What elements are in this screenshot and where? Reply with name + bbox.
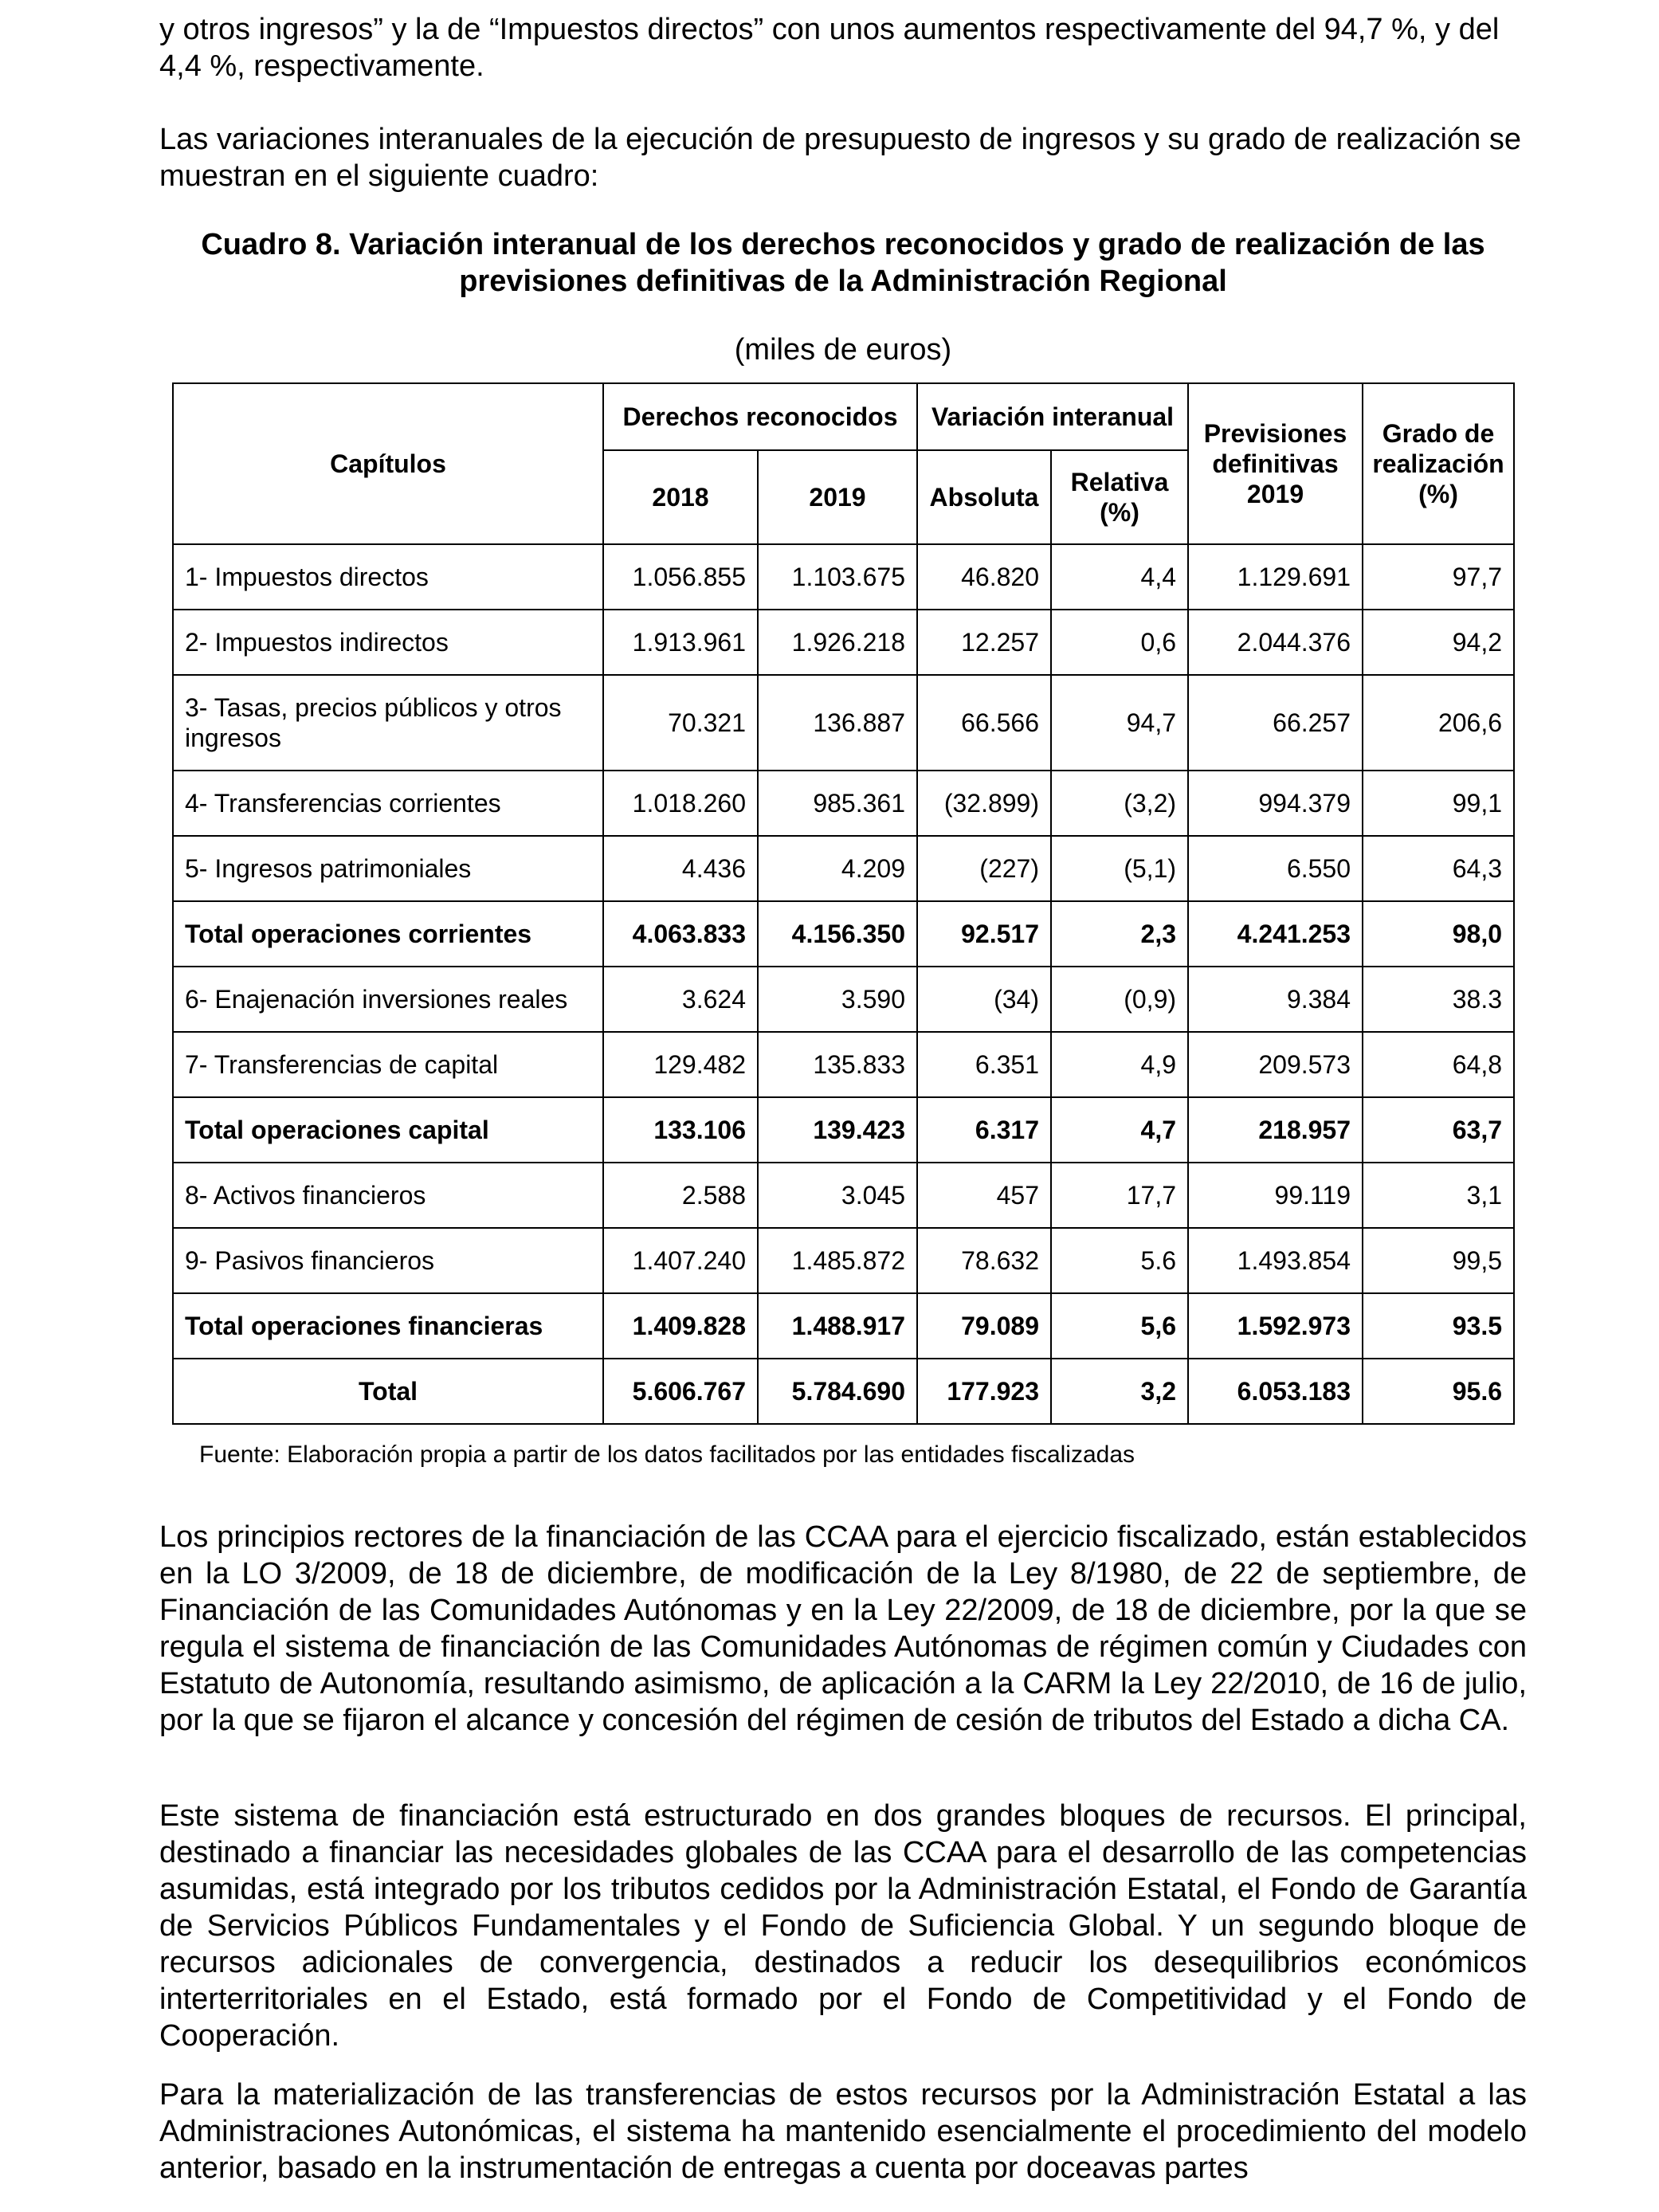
cell-2019: 985.361 bbox=[758, 771, 917, 836]
cell-2018: 1.913.961 bbox=[603, 610, 758, 675]
paragraph-materializacion: Para la materialización de las transferencias de estos recursos por la Administración Estatal a las Administraciones Autonómicas, el sistema ha mantenido esencialmente el procedimiento del modelo anterior, basado en la instrumentación de entregas a cuenta por doceavas partes bbox=[159, 2078, 1527, 2185]
cell-absoluta: (34) bbox=[917, 967, 1051, 1032]
cell-2019: 1.103.675 bbox=[758, 544, 917, 610]
cell-2019: 4.156.350 bbox=[758, 901, 917, 967]
cell-previsiones: 1.129.691 bbox=[1188, 544, 1363, 610]
cell-grado: 64,8 bbox=[1363, 1032, 1514, 1097]
row-label: 8- Activos financieros bbox=[173, 1163, 603, 1228]
cell-2018: 1.407.240 bbox=[603, 1228, 758, 1293]
cell-absoluta: 457 bbox=[917, 1163, 1051, 1228]
cell-2019: 135.833 bbox=[758, 1032, 917, 1097]
table-row-total bbox=[173, 1097, 1514, 1163]
cell-absoluta: 177.923 bbox=[917, 1359, 1051, 1424]
cell-2018: 129.482 bbox=[603, 1032, 758, 1097]
table-caption bbox=[159, 226, 1527, 300]
row-label: Total operaciones capital bbox=[173, 1097, 603, 1163]
row-label: 9- Pasivos financieros bbox=[173, 1228, 603, 1293]
cell-previsiones: 4.241.253 bbox=[1188, 901, 1363, 967]
cell-grado: 3,1 bbox=[1363, 1163, 1514, 1228]
table-row-grand-total bbox=[173, 1359, 1514, 1424]
cell-2018: 2.588 bbox=[603, 1163, 758, 1228]
table-row bbox=[173, 836, 1514, 901]
cell-previsiones: 6.053.183 bbox=[1188, 1359, 1363, 1424]
cell-absoluta: 92.517 bbox=[917, 901, 1051, 967]
table-row bbox=[173, 544, 1514, 610]
table-source: Fuente: Elaboración propia a partir de los datos facilitados por las entidades fiscalizadas bbox=[199, 1441, 1135, 1468]
row-label: Total bbox=[173, 1359, 603, 1424]
cell-previsiones: 1.592.973 bbox=[1188, 1293, 1363, 1359]
header-derechos-reconocidos: Derechos reconocidos bbox=[603, 383, 917, 450]
cell-grado: 99,5 bbox=[1363, 1228, 1514, 1293]
cell-2018: 1.409.828 bbox=[603, 1293, 758, 1359]
table-units: (miles de euros) bbox=[734, 333, 952, 367]
table-row bbox=[173, 967, 1514, 1032]
table-row-total bbox=[173, 901, 1514, 967]
cell-relativa: 2,3 bbox=[1051, 901, 1188, 967]
header-previsiones: Previsiones definitivas 2019 bbox=[1188, 383, 1363, 544]
table-row bbox=[173, 1163, 1514, 1228]
header-absoluta: Absoluta bbox=[917, 450, 1051, 544]
cell-previsiones: 2.044.376 bbox=[1188, 610, 1363, 675]
table-caption-line1: Cuadro 8. Variación interanual de los derechos reconocidos y grado de realización de las bbox=[201, 228, 1485, 261]
cell-2018: 4.436 bbox=[603, 836, 758, 901]
cell-relativa: 4,7 bbox=[1051, 1097, 1188, 1163]
cell-relativa: 4,9 bbox=[1051, 1032, 1188, 1097]
table-row bbox=[173, 610, 1514, 675]
cell-absoluta: 12.257 bbox=[917, 610, 1051, 675]
row-label: 1- Impuestos directos bbox=[173, 544, 603, 610]
row-label: Total operaciones corrientes bbox=[173, 901, 603, 967]
cell-previsiones: 209.573 bbox=[1188, 1032, 1363, 1097]
cell-2018: 5.606.767 bbox=[603, 1359, 758, 1424]
cell-previsiones: 218.957 bbox=[1188, 1097, 1363, 1163]
cell-absoluta: 6.317 bbox=[917, 1097, 1051, 1163]
cell-previsiones: 6.550 bbox=[1188, 836, 1363, 901]
cell-2019: 3.590 bbox=[758, 967, 917, 1032]
cell-absoluta: (227) bbox=[917, 836, 1051, 901]
cell-2018: 1.056.855 bbox=[603, 544, 758, 610]
cell-2019: 4.209 bbox=[758, 836, 917, 901]
cell-grado: 38.3 bbox=[1363, 967, 1514, 1032]
cell-relativa: 17,7 bbox=[1051, 1163, 1188, 1228]
cell-grado: 93.5 bbox=[1363, 1293, 1514, 1359]
paragraph-intro: Las variaciones interanuales de la ejecución de presupuesto de ingresos y su grado de realización se muestran en el siguiente cuadro: bbox=[159, 123, 1521, 193]
header-capitulos: Capítulos bbox=[173, 383, 603, 544]
paragraph-continuation: y otros ingresos” y la de “Impuestos directos” con unos aumentos respectivamente del 94,7 %, y del 4,4 %, respectivamente. bbox=[159, 13, 1500, 83]
cell-absoluta: 66.566 bbox=[917, 675, 1051, 771]
cell-previsiones: 99.119 bbox=[1188, 1163, 1363, 1228]
cell-relativa: 5,6 bbox=[1051, 1293, 1188, 1359]
row-label: 4- Transferencias corrientes bbox=[173, 771, 603, 836]
cell-2018: 3.624 bbox=[603, 967, 758, 1032]
cell-2019: 1.485.872 bbox=[758, 1228, 917, 1293]
table-row bbox=[173, 1032, 1514, 1097]
header-2019: 2019 bbox=[758, 450, 917, 544]
cell-2018: 133.106 bbox=[603, 1097, 758, 1163]
cell-2019: 3.045 bbox=[758, 1163, 917, 1228]
cell-previsiones: 66.257 bbox=[1188, 675, 1363, 771]
cell-previsiones: 1.493.854 bbox=[1188, 1228, 1363, 1293]
cell-relativa: 4,4 bbox=[1051, 544, 1188, 610]
row-label: 6- Enajenación inversiones reales bbox=[173, 967, 603, 1032]
row-label: 5- Ingresos patrimoniales bbox=[173, 836, 603, 901]
cell-2019: 139.423 bbox=[758, 1097, 917, 1163]
cell-2019: 1.488.917 bbox=[758, 1293, 917, 1359]
cell-absoluta: 79.089 bbox=[917, 1293, 1051, 1359]
table-row-total bbox=[173, 1293, 1514, 1359]
cell-absoluta: (32.899) bbox=[917, 771, 1051, 836]
cell-2018: 4.063.833 bbox=[603, 901, 758, 967]
table-caption-line2: previsiones definitivas de la Administración Regional bbox=[459, 265, 1227, 298]
paragraph-principios: Los principios rectores de la financiación de las CCAA para el ejercicio fiscalizado, están establecidos en la LO 3/2009, de 18 de diciembre, de modificación de la Ley 8/1980, de 22 de septiembre, de Financiación de las Comunidades Autónomas y en la Ley 22/2009, de 18 de diciembre, por la que se regula el sistema de financiación de las Comunidades Autónomas de régimen común y Ciudades con Estatuto de Autonomía, resultando asimismo, de aplicación a la CARM la Ley 22/2010, de 16 de julio, por la que se fijaron el alcance y concesión del régimen de cesión de tributos del Estado a dicha CA. bbox=[159, 1520, 1527, 1737]
cell-grado: 98,0 bbox=[1363, 901, 1514, 967]
row-label: Total operaciones financieras bbox=[173, 1293, 603, 1359]
cell-relativa: 5.6 bbox=[1051, 1228, 1188, 1293]
header-grado: Grado de realización (%) bbox=[1363, 383, 1514, 544]
budget-table bbox=[172, 382, 1515, 1425]
cell-absoluta: 6.351 bbox=[917, 1032, 1051, 1097]
header-variacion-interanual: Variación interanual bbox=[917, 383, 1188, 450]
row-label: 7- Transferencias de capital bbox=[173, 1032, 603, 1097]
cell-previsiones: 994.379 bbox=[1188, 771, 1363, 836]
cell-relativa: (0,9) bbox=[1051, 967, 1188, 1032]
cell-relativa: 0,6 bbox=[1051, 610, 1188, 675]
header-relativa: Relativa (%) bbox=[1051, 450, 1188, 544]
cell-relativa: (5,1) bbox=[1051, 836, 1188, 901]
row-label: 3- Tasas, precios públicos y otros ingresos bbox=[173, 675, 603, 771]
cell-grado: 206,6 bbox=[1363, 675, 1514, 771]
cell-2018: 1.018.260 bbox=[603, 771, 758, 836]
table-row bbox=[173, 771, 1514, 836]
table-row bbox=[173, 1228, 1514, 1293]
cell-grado: 64,3 bbox=[1363, 836, 1514, 901]
cell-grado: 63,7 bbox=[1363, 1097, 1514, 1163]
cell-relativa: 3,2 bbox=[1051, 1359, 1188, 1424]
cell-relativa: 94,7 bbox=[1051, 675, 1188, 771]
header-2018: 2018 bbox=[603, 450, 758, 544]
cell-absoluta: 78.632 bbox=[917, 1228, 1051, 1293]
paragraph-sistema: Este sistema de financiación está estructurado en dos grandes bloques de recursos. El principal, destinado a financiar las necesidades globales de las CCAA para el desarrollo de las competencias asumidas, está integrado por los tributos cedidos por la Administración Estatal, el Fondo de Garantía de Servicios Públicos Fundamentales y el Fondo de Suficiencia Global. Y un segundo bloque de recursos adicionales de convergencia, destinados a reducir los desequilibrios económicos interterritoriales en el Estado, está formado por el Fondo de Competitividad y el Fondo de Cooperación. bbox=[159, 1799, 1527, 2053]
cell-previsiones: 9.384 bbox=[1188, 967, 1363, 1032]
cell-2019: 136.887 bbox=[758, 675, 917, 771]
cell-grado: 95.6 bbox=[1363, 1359, 1514, 1424]
cell-relativa: (3,2) bbox=[1051, 771, 1188, 836]
cell-grado: 94,2 bbox=[1363, 610, 1514, 675]
cell-grado: 97,7 bbox=[1363, 544, 1514, 610]
cell-absoluta: 46.820 bbox=[917, 544, 1051, 610]
row-label: 2- Impuestos indirectos bbox=[173, 610, 603, 675]
cell-2018: 70.321 bbox=[603, 675, 758, 771]
cell-2019: 1.926.218 bbox=[758, 610, 917, 675]
table-row bbox=[173, 675, 1514, 771]
cell-2019: 5.784.690 bbox=[758, 1359, 917, 1424]
cell-grado: 99,1 bbox=[1363, 771, 1514, 836]
